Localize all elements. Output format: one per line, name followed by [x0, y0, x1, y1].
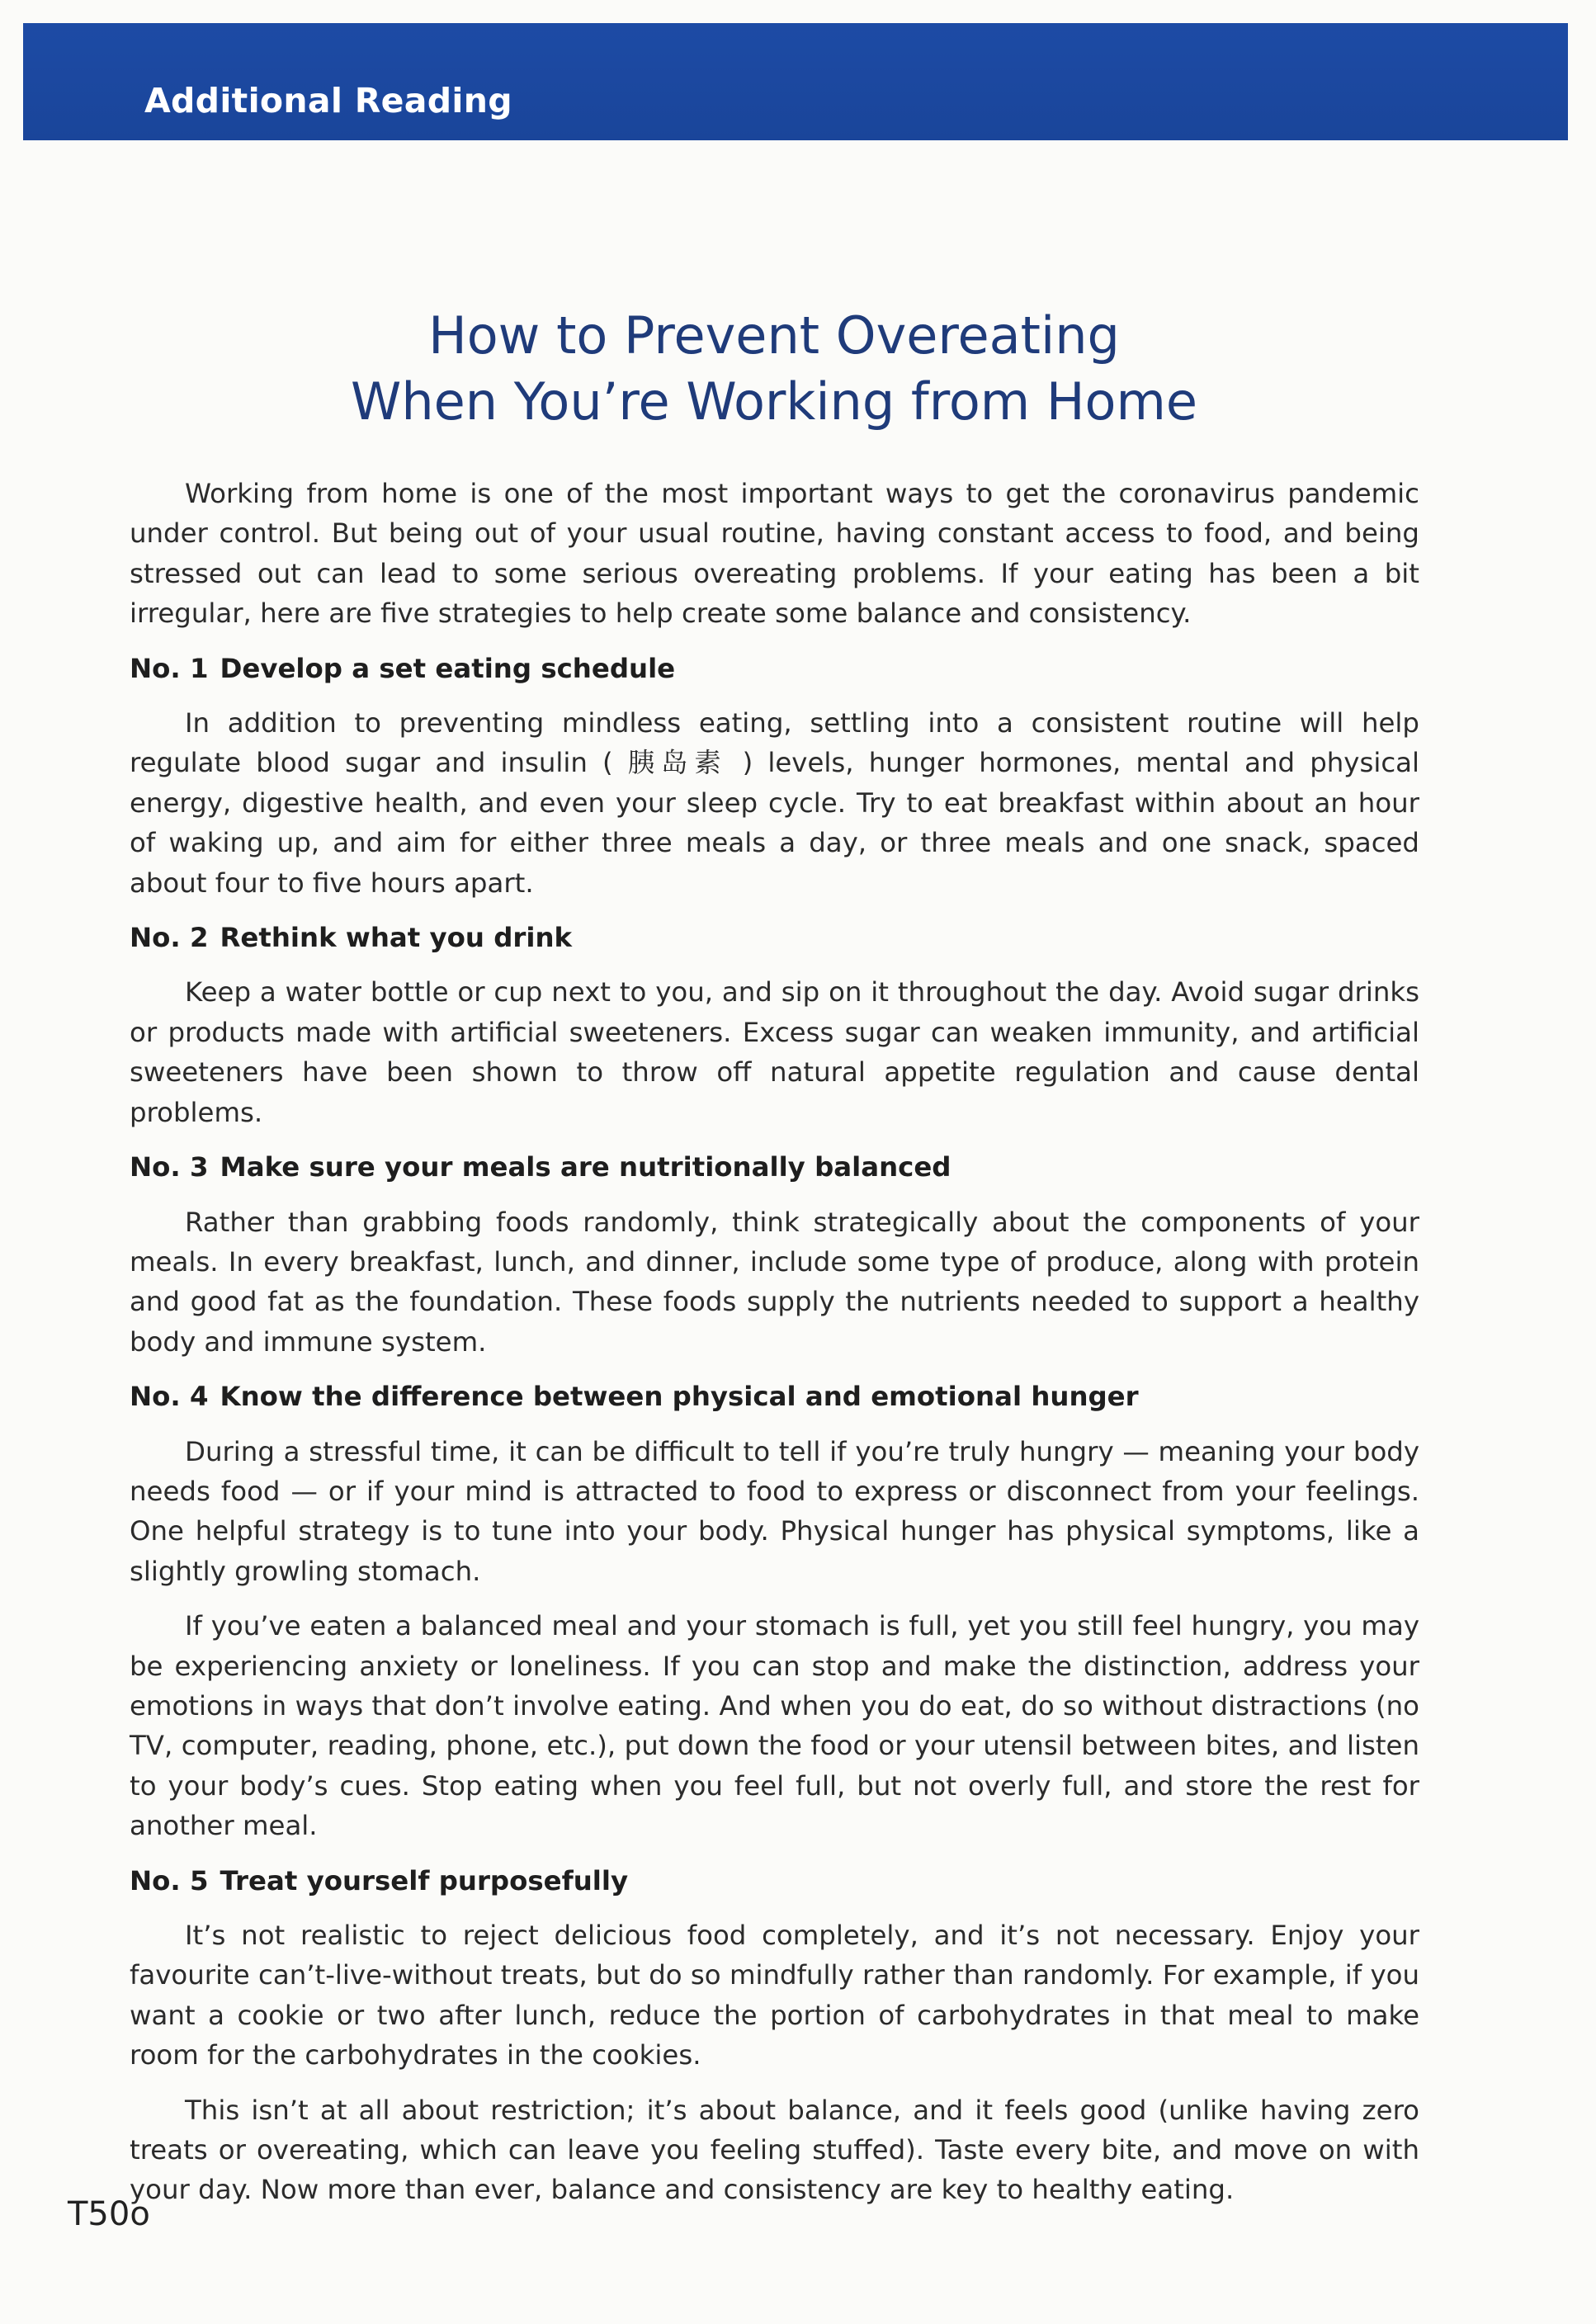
- section-number: No. 2: [130, 922, 209, 954]
- section-heading-4: [130, 1377, 1419, 1416]
- section-5-paragraph-1: It’s not realistic to reject delicious food completely, and it’s not necessary. Enjoy your favourite can’t-live-without treats, but do so mindfully rather than randomly. For example, if you want a cookie or two after lunch, reduce the portion of carbohydrates in that meal to make room for the carbohydrates in the cookies.: [130, 1920, 1419, 2071]
- section-heading-2: [130, 918, 1419, 957]
- section-number: No. 1: [130, 652, 209, 684]
- section-title: Treat yourself purposefully: [220, 1864, 629, 1897]
- section-number: No. 5: [130, 1864, 209, 1897]
- intro-paragraph: Working from home is one of the most important ways to get the coronavirus pandemic under control. But being out of your usual routine, having constant access to food, and being stressed out can lead to some serious overeating problems. If your eating has been a bit irregular, here are five strategies to help create some balance and consistency.: [130, 478, 1419, 630]
- section-title: Make sure your meals are nutritionally balanced: [220, 1151, 951, 1183]
- section-heading-1: [130, 649, 1419, 688]
- title-line-2: When You’re Working from Home: [351, 371, 1197, 432]
- section-number: No. 3: [130, 1151, 209, 1183]
- section-title: Rethink what you drink: [220, 922, 573, 954]
- section-4-paragraph-2: If you’ve eaten a balanced meal and your stomach is full, yet you still feel hungry, you may be experiencing anxiety or loneliness. If you can stop and make the distinction, address your emotions in ways that don’t involve eating. And when you do eat, do so without distractions (no TV, computer, reading, phone, etc.), put down the food or your utensil between bites, and listen to your body’s cues. Stop eating when you feel full, but not overly full, and store the rest for another meal.: [130, 1610, 1419, 1842]
- section-2-paragraph-1: Keep a water bottle or cup next to you, and sip on it throughout the day. Avoid sugar drinks or products made with artificial sweeteners. Excess sugar can weaken immunity, and artificial sweeteners have been shown to throw off natural appetite regulation and cause dental problems.: [130, 976, 1419, 1128]
- article-title: [0, 303, 1548, 435]
- section-label: Additional Reading: [144, 81, 512, 120]
- section-1-paragraph-1: In addition to preventing mindless eating, settling into a consistent routine will help regulate blood sugar and insulin ( 胰岛素 ) levels, hunger hormones, mental and physical energy, digestive health, and even your sleep cycle. Try to eat breakfast within about an hour of waking up, and aim for either three meals a day, or three meals and one snack, spaced about four to five hours apart.: [130, 707, 1419, 899]
- section-heading-5: [130, 1861, 1419, 1901]
- section-3-paragraph-1: Rather than grabbing foods randomly, think strategically about the components of your meals. In every breakfast, lunch, and dinner, include some type of produce, along with protein and good fat as the foundation. These foods supply the nutrients needed to support a healthy body and immune system.: [130, 1206, 1419, 1358]
- section-number: No. 4: [130, 1381, 209, 1413]
- section-title: Develop a set eating schedule: [220, 652, 676, 684]
- section-heading-3: [130, 1147, 1419, 1187]
- section-5-paragraph-2: This isn’t at all about restriction; it’s about balance, and it feels good (unlike having zero treats or overeating, which can leave you feeling stuffed). Taste every bite, and move on with your day. Now more than ever, balance and consistency are key to healthy eating.: [130, 2094, 1419, 2206]
- article-body: [130, 474, 1419, 2225]
- section-4-paragraph-1: During a stressful time, it can be difficult to tell if you’re truly hungry — meaning your body needs food — or if your mind is attracted to food to express or disconnect from your feelings. One helpful strategy is to tune into your body. Physical hunger has physical symptoms, like a slightly growling stomach.: [130, 1435, 1419, 1587]
- title-line-1: How to Prevent Overeating: [428, 305, 1120, 366]
- page-number: T50o: [68, 2195, 150, 2233]
- section-title: Know the difference between physical and emotional hunger: [220, 1381, 1139, 1413]
